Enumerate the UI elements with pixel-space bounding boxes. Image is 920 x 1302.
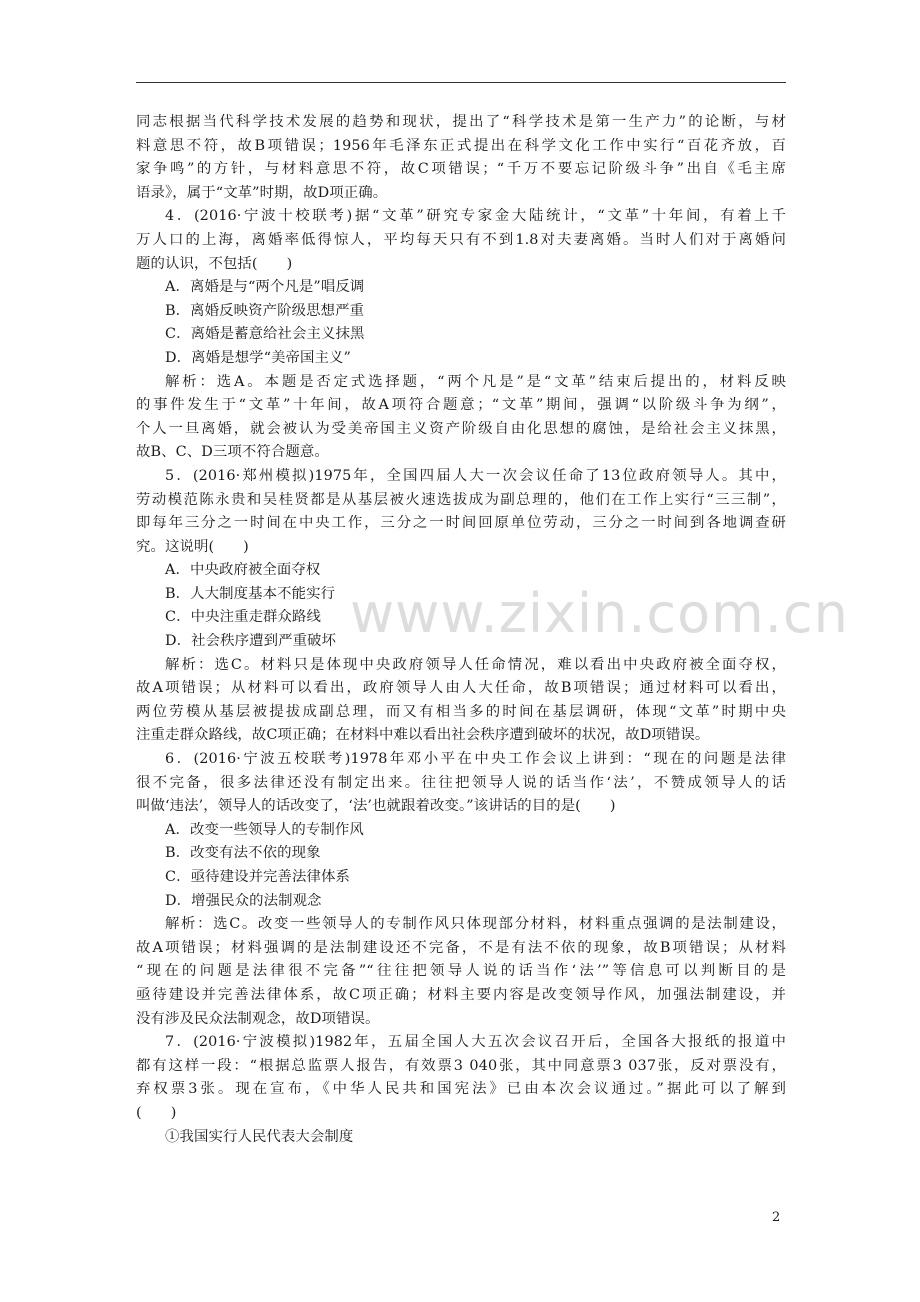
question-5-analysis: 解析：选C。材料只是体现中央政府领导人任命情况，难以看出中央政府被全面夺权，: [165, 656, 786, 673]
text-line: 同志根据当代科学技术发展的趋势和现状，提出了“科学技术是第一生产力”的论断，与材: [136, 114, 786, 130]
question-6-analysis: 解析：选C。改变一些领导人的专制作风只体现部分材料，材料重点强调的是法制建设，: [165, 916, 786, 933]
question-6-analysis: 亟待建设并完善法律体系，故C项正确；材料主要内容是改变领导作风，加强法制建设，并: [136, 986, 786, 1003]
question-6-line: 6．(2016·宁波五校联考)1978年邓小平在中央工作会议上讲到：“现在的问题是法律: [165, 751, 786, 768]
question-5-option-d: D．社会秩序遭到严重破坏: [165, 633, 337, 650]
question-6-analysis: 没有涉及民众法制观念，故D项错误。: [136, 1010, 380, 1027]
question-5-line: 劳动模范陈永贵和吴桂贤都是从基层被火速选拔成为副总理的，他们在工作上实行“三三制”，: [136, 491, 786, 508]
watermark: www.zixin.com.cn: [350, 582, 849, 645]
question-6-analysis: “现在的问题是法律很不完备”“往往把领导人说的话当作‘法’”等信息可以判断目的是: [136, 963, 786, 980]
question-4-analysis: 故B、C、D三项不符合题意。: [136, 444, 329, 461]
question-4-option-a: A．离婚是与“两个凡是”唱反调: [165, 279, 365, 296]
question-4-option-c: C．离婚是蓄意给社会主义抹黑: [165, 326, 365, 343]
question-5-option-a: A．中央政府被全面夺权: [165, 562, 321, 579]
question-7-item-1: ①我国实行人民代表大会制度: [165, 1128, 354, 1145]
question-4-line: 题的认识，不包括( ): [136, 255, 293, 272]
question-4-line: 4．(2016·宁波十校联考)据“文革”研究专家金大陆统计，“文革”十年间，有着上千: [165, 208, 786, 225]
question-6-option-d: D．增强民众的法制观念: [165, 892, 322, 909]
question-4-line: 万人口的上海，离婚率低得惊人，平均每天只有不到1.8对夫妻离婚。当时人们对于离婚问: [136, 231, 786, 248]
question-5-option-c: C．中央注重走群众路线: [165, 609, 322, 626]
text-line: 语录》，属于“文革”时期，故D项正确。: [136, 184, 388, 201]
question-4-option-b: B．离婚反映资产阶级思想严重: [165, 302, 365, 319]
question-6-option-a: A．改变一些领导人的专制作风: [165, 821, 364, 838]
question-6-line: 很不完备，很多法律还没有制定出来。往往把领导人说的话当作‘法’，不赞成领导人的话: [136, 774, 786, 791]
question-5-line: 究。这说明( ): [136, 538, 249, 555]
question-4-analysis: 解析：选A。本题是否定式选择题，“两个凡是”是“文革”结束后提出的，材料反映: [165, 373, 786, 390]
question-7-line: 弃权票3张。现在宣布，《中华人民共和国宪法》已由本次会议通过。”据此可以了解到: [136, 1081, 786, 1098]
question-6-option-b: B．改变有法不依的现象: [165, 845, 321, 862]
question-5-analysis: 注重走群众路线，故C项正确；在材料中难以看出社会秩序遭到破坏的状况，故D项错误。: [136, 727, 710, 744]
question-6-option-c: C．亟待建设并完善法律体系: [165, 869, 350, 885]
header-rule: [136, 82, 786, 83]
question-5-line: 5．(2016·郑州模拟)1975年，全国四届人大一次会议任命了13位政府领导人。其中，: [165, 467, 786, 484]
question-5-analysis: 故A项错误；从材料可以看出，政府领导人由人大任命，故B项错误；通过材料可以看出，: [136, 680, 786, 697]
text-line: 料意思不符，故B项错误；1956年毛泽东正式提出在科学文化工作中实行“百花齐放，百: [136, 137, 786, 154]
question-5-analysis: 两位劳模从基层被提拔成副总理，而又有相当多的时间在基层调研，体现“文革”时期中央: [136, 703, 786, 720]
question-7-line: 都有这样一段：“根据总监票人报告，有效票3 040张，其中同意票3 037张，反对票没有，: [136, 1057, 786, 1074]
question-6-analysis: 故A项错误；材料强调的是法制建设还不完备，不是有法不依的现象，故B项错误；从材料: [136, 939, 786, 956]
question-7-line: ( ): [136, 1104, 177, 1121]
question-5-line: 即每年三分之一时间在中央工作，三分之一时间回原单位劳动，三分之一时间到各地调查研: [136, 515, 786, 532]
question-5-option-b: B．人大制度基本不能实行: [165, 585, 336, 602]
question-6-line: 叫做‘违法’，领导人的话改变了，‘法’也就跟着改变。”该讲话的目的是( ): [136, 798, 616, 815]
document-body: [136, 111, 786, 1149]
question-4-analysis: 的事件发生于“文革”十年间，故A项符合题意；“文革”期间，强调“以阶级斗争为纲”，: [136, 397, 786, 414]
text-line: 家争鸣”的方针，与材料意思不符，故C项错误；“千万不要忘记阶级斗争”出自《毛主席: [136, 161, 786, 178]
question-4-option-d: D．离婚是想学“美帝国主义”: [165, 349, 351, 366]
question-7-line: 7．(2016·宁波模拟)1982年，五届全国人大五次会议召开后，全国各大报纸的报道中: [165, 1034, 786, 1051]
question-4-analysis: 个人一旦离婚，就会被认为受美帝国主义资产阶级自由化思想的腐蚀，是给社会主义抹黑，: [136, 420, 786, 437]
page-number: 2: [772, 1210, 781, 1225]
